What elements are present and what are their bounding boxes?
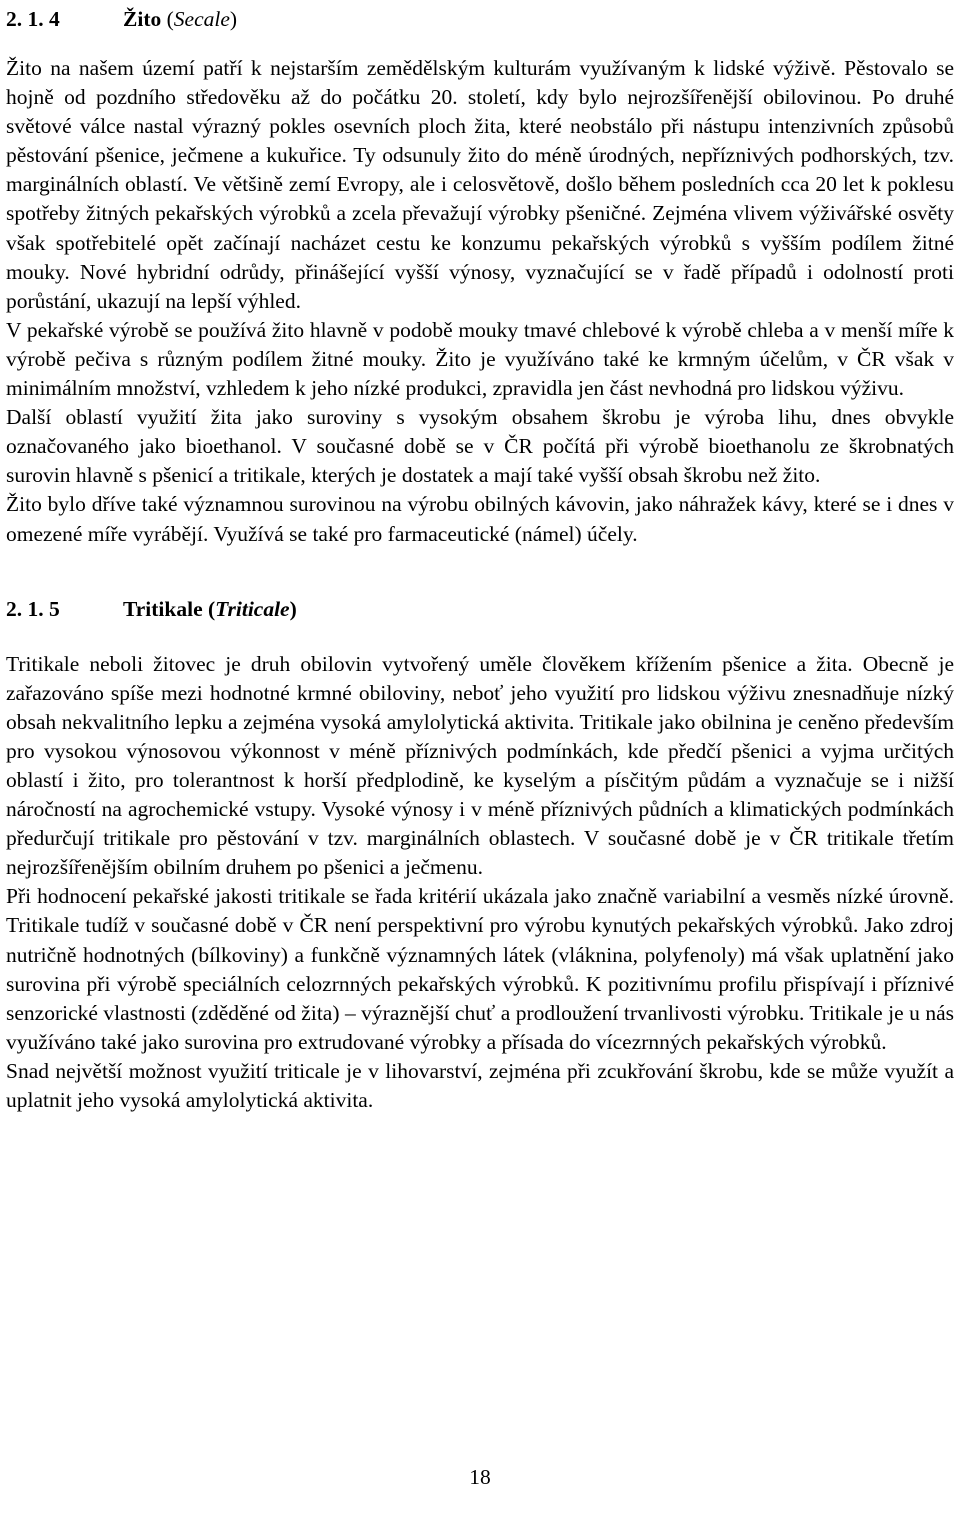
section-latin-name: Secale — [173, 7, 230, 31]
document-page — [6, 4, 954, 1115]
section-number: 2. 1. 5 — [6, 596, 60, 621]
paragraph: Při hodnocení pekařské jakosti tritikale se řada kritérií ukázala jako značně variabilní a vesměs nízké úrovně. Tritikale tudíž v současné době v ČR není perspektivní pro výrobu kynutých pekařských výrobků. Jako zdroj nutričně hodnotných (bílkoviny) a funkčně významných látek (vláknina, polyfenoly) má však uplatnění jako surovina při výrobě speciálních celozrnných pekařských výrobků. K pozitivnímu profilu přispívají i příznivé senzorické vlastnosti (zděděné od žita) – výraznější chuť a prodloužení trvanlivosti výrobku. Tritikale je u nás využíváno také jako surovina pro extrudované výrobky a přísada do vícezrnných pekařských výrobků. — [6, 884, 954, 1054]
section-latin-close: ) — [289, 596, 297, 621]
section-title: Tritikale — [123, 596, 203, 621]
section-latin-name: Triticale — [215, 596, 290, 621]
section-latin-close: ) — [229, 7, 238, 31]
section-latin-open: ( — [166, 7, 174, 31]
paragraph: Tritikale neboli žitovec je druh obilovin vytvořený uměle člověkem křížením pšenice a žita. Obecně je zařazováno spíše mezi hodnotné krmné obiloviny, neboť jeho využití pro lidskou výživu znesnadňuje nízký obsah nekvalitního lepku a zejména vysoká amylolytická aktivita. Tritikale jako obilnina je ceněno především pro vysokou výnosovou výkonnost v méně příznivých podmínkách, kde předčí pšenici a vyjma určitých oblastí i žito, pro tolerantnost k horší předplodině, ke kyselým a písčitým půdám a vyznačuje se i nižší náročností na agrochemické vstupy. Vysoké výnosy i v méně příznivých půdních a klimatických podmínkách předurčují tritikale pro pěstování v tzv. marginálních oblastech. V současné době je v ČR tritikale třetím nejrozšířenějším obilním druhem po pšenici a ječmenu. — [6, 651, 954, 880]
section-spacer — [6, 549, 954, 594]
section-heading-tritikale — [6, 594, 954, 624]
paragraph: Další oblastí využití žita jako suroviny s vysokým obsahem škrobu je výroba lihu, dnes obvykle označovaného jako bioethanol. V současné době se v ČR počítá při výrobě bioethanolu ze škrobnatých surovin hlavně s pšenicí a tritikale, kterých je dostatek a mají také vyšší obsah škrobu než žito. — [6, 405, 954, 488]
section-latin-open: ( — [208, 596, 216, 621]
paragraph: V pekařské výrobě se používá žito hlavně v podobě mouky tmavé chlebové k výrobě chleba a v menší míře k výrobě pečiva s různým podílem žitné mouky. Žito je využíváno také ke krmným účelům, v ČR však v minimálním množství, vzhledem k jeho nízké produkci, zpravidla jen část nevhodná pro lidskou výživu. — [6, 317, 954, 401]
paragraph: Žito bylo dříve také významnou surovinou na výrobu obilných kávovin, jako náhražek kávy, které se i dnes v omezené míře vyrábějí. Využívá se také pro farmaceutické (námel) účely. — [6, 492, 954, 546]
section-number: 2. 1. 4 — [6, 7, 60, 31]
section-title: Žito — [123, 7, 162, 31]
paragraph: Žito na našem území patří k nejstarším zemědělským kulturám využívaným k lidské výživě. Pěstovalo se hojně od pozdního středověku až do počátku 20. století, kdy bylo nejrozšířenější obilovinou. Po druhé světové válce nastal výrazný pokles osevních ploch žita, které neobstálo při nástupu intenzivních způsobů pěstování pšenice, ječmene a kukuřice. Ty odsunuly žito do méně úrodných, nepříznivých podhorských, tzv. marginálních oblastí. Ve většině zemí Evropy, ale i celosvětově, došlo během posledních cca 20 let k poklesu spotřeby žitných pekařských výrobků a zcela převažují výrobky pšeničné. Zejména vlivem výživářské osvěty však spotřebitelé opět začínají nacházet cestu ke konzumu pekařských výrobků s vyšším podílem žitné mouky. Nové hybridní odrůdy, přinášející vyšší výnosy, vyznačující se v řadě případů i odolností proti porůstání, ukazují na lepší výhled. — [6, 56, 954, 313]
paragraph: Snad největší možnost využití triticale je v lihovarství, zejména při zcukřování škrobu, kde se může využít a uplatnit jeho vysoká amylolytická aktivita. — [6, 1058, 954, 1112]
page-number: 18 — [469, 1465, 491, 1489]
section-heading-zito — [6, 4, 954, 34]
